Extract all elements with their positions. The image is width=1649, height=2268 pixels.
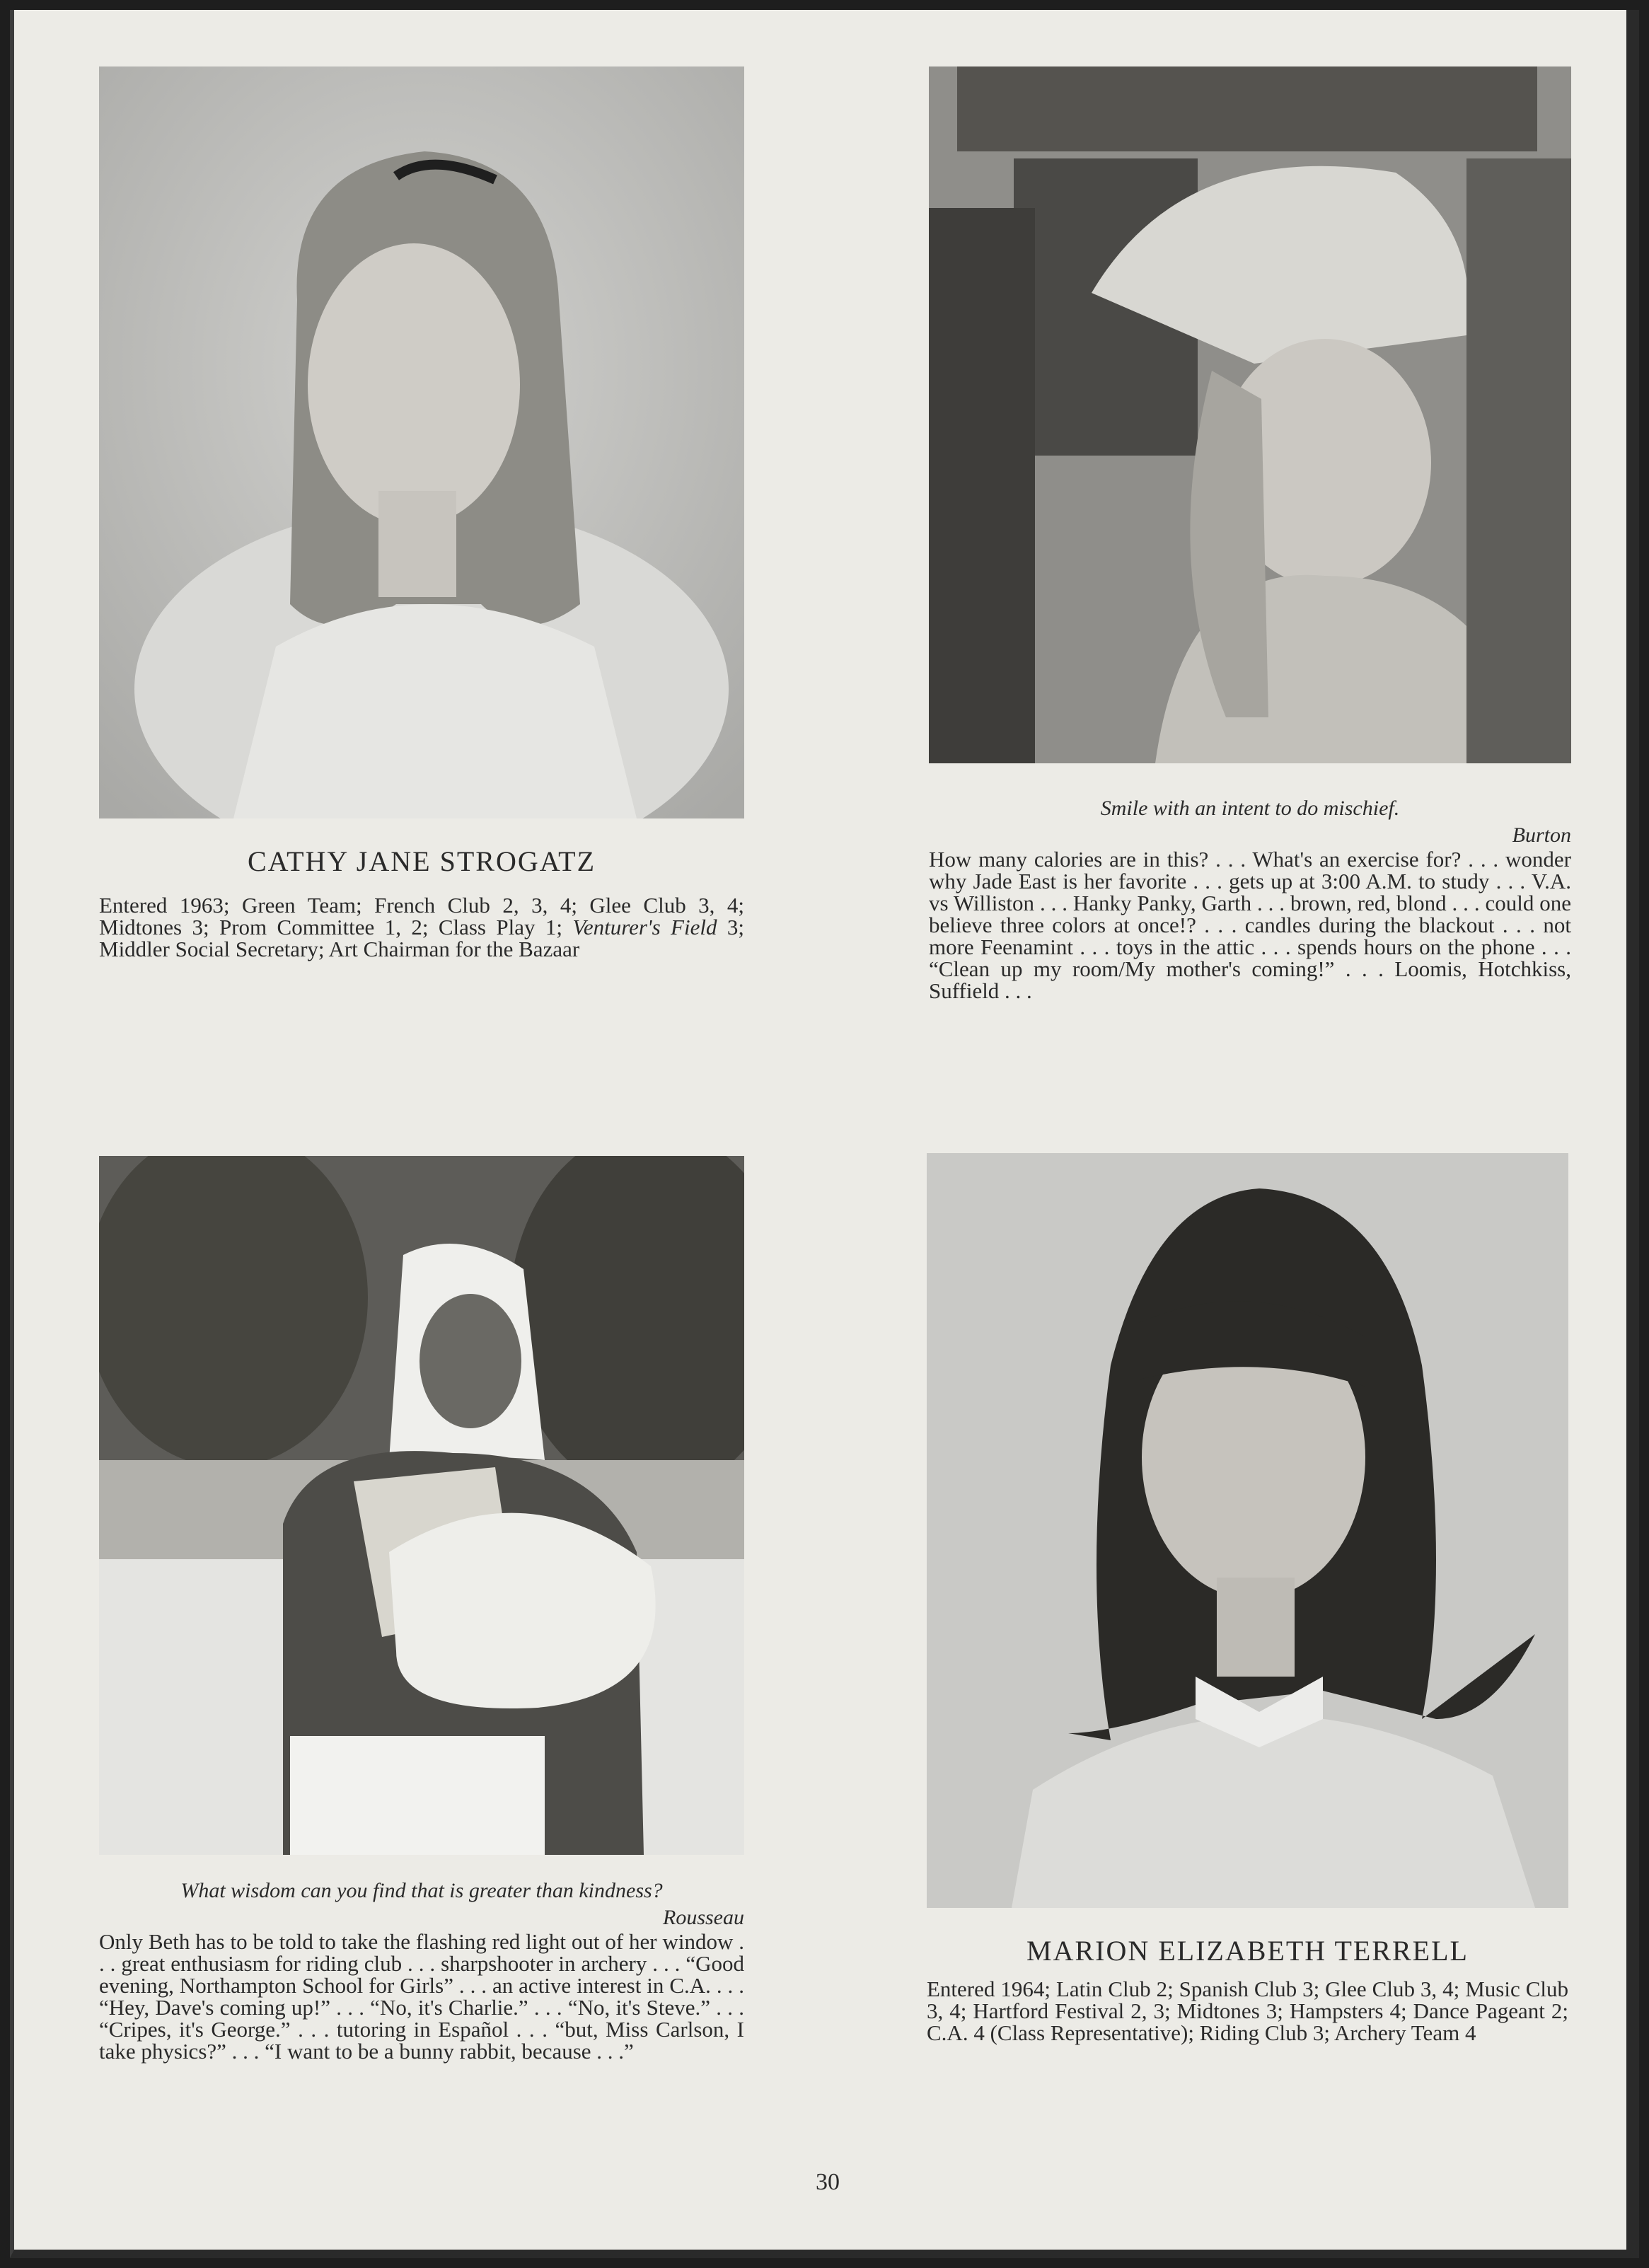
beth-quote: What wisdom can you find that is greater than kindness? <box>180 1879 663 1902</box>
portrait-image <box>927 1153 1568 1908</box>
strogatz-activities <box>99 894 744 960</box>
winter-candid-photo <box>99 1156 744 1855</box>
portrait-image <box>99 66 744 818</box>
page-number: 30 <box>816 2169 840 2195</box>
beth-quips: Only Beth has to be told to take the flashing red light out of her window . . . great enthusiasm for riding club . . . sharpshooter in archery . . . “Good evening, Northampton School for Girls” . . . an active interest in C.A. . . . “Hey, Dave's coming up!” . . . “No, it's Charlie.” . . . “No, it's Steve.” . . . “Cripes, it's George.” . . . tutoring in Español . . . “but, Miss Carlson, I take physics?” . . . “I want to be a bunny rabbit, because . . .” <box>99 1929 744 2064</box>
beth-quote-author: Rousseau <box>663 1906 744 1929</box>
terrell-activities: Entered 1964; Latin Club 2; Spanish Club 3; Glee Club 3, 4; Music Club 3, 4; Hartford Festival 2, 3; Midtones 3; Hampsters 4; Dance Pageant 2; C.A. 4 (Class Representative); Riding Club 3; Archery Team 4 <box>927 1977 1568 2045</box>
candid-image <box>929 66 1571 763</box>
winter-image <box>99 1156 744 1855</box>
terrell-name: MARION ELIZABETH TERRELL <box>1026 1935 1469 1967</box>
strogatz-name: CATHY JANE STROGATZ <box>247 845 596 877</box>
hat-candid-photo <box>929 66 1571 763</box>
strogatz-activities-play-title: Venturer's Field <box>572 915 717 939</box>
strogatz-activities-part-1: Entered 1963; Green Team; French Club 2, 3, 4; Glee Club 3, 4; Midtones 3; Prom Committee 1, 2; Class Play 1; <box>99 893 744 939</box>
yearbook-page <box>10 10 1639 2258</box>
strogatz-portrait-photo <box>99 66 744 818</box>
strogatz-quote: Smile with an intent to do mischief. <box>1100 797 1400 820</box>
strogatz-quips: How many calories are in this? . . . What's an exercise for? . . . wonder why Jade East is her favorite . . . gets up at 3:00 A.M. to study . . . V.A. vs Williston . . . Hanky Panky, Garth . . . brown, red, blond . . . could one believe three colors at once!? . . . candles during the blackout . . . not more Feenamint . . . toys in the attic . . . spends hours on the phone . . . “Clean up my room/My mother's coming!” . . . Loomis, Hotchkiss, Suffield . . . <box>929 847 1571 1003</box>
terrell-portrait-photo <box>927 1153 1568 1908</box>
strogatz-quote-author: Burton <box>1512 823 1571 847</box>
strogatz-activities-part-2: 3; Middler Social Secretary; Art Chairman for the Bazaar <box>99 915 744 961</box>
